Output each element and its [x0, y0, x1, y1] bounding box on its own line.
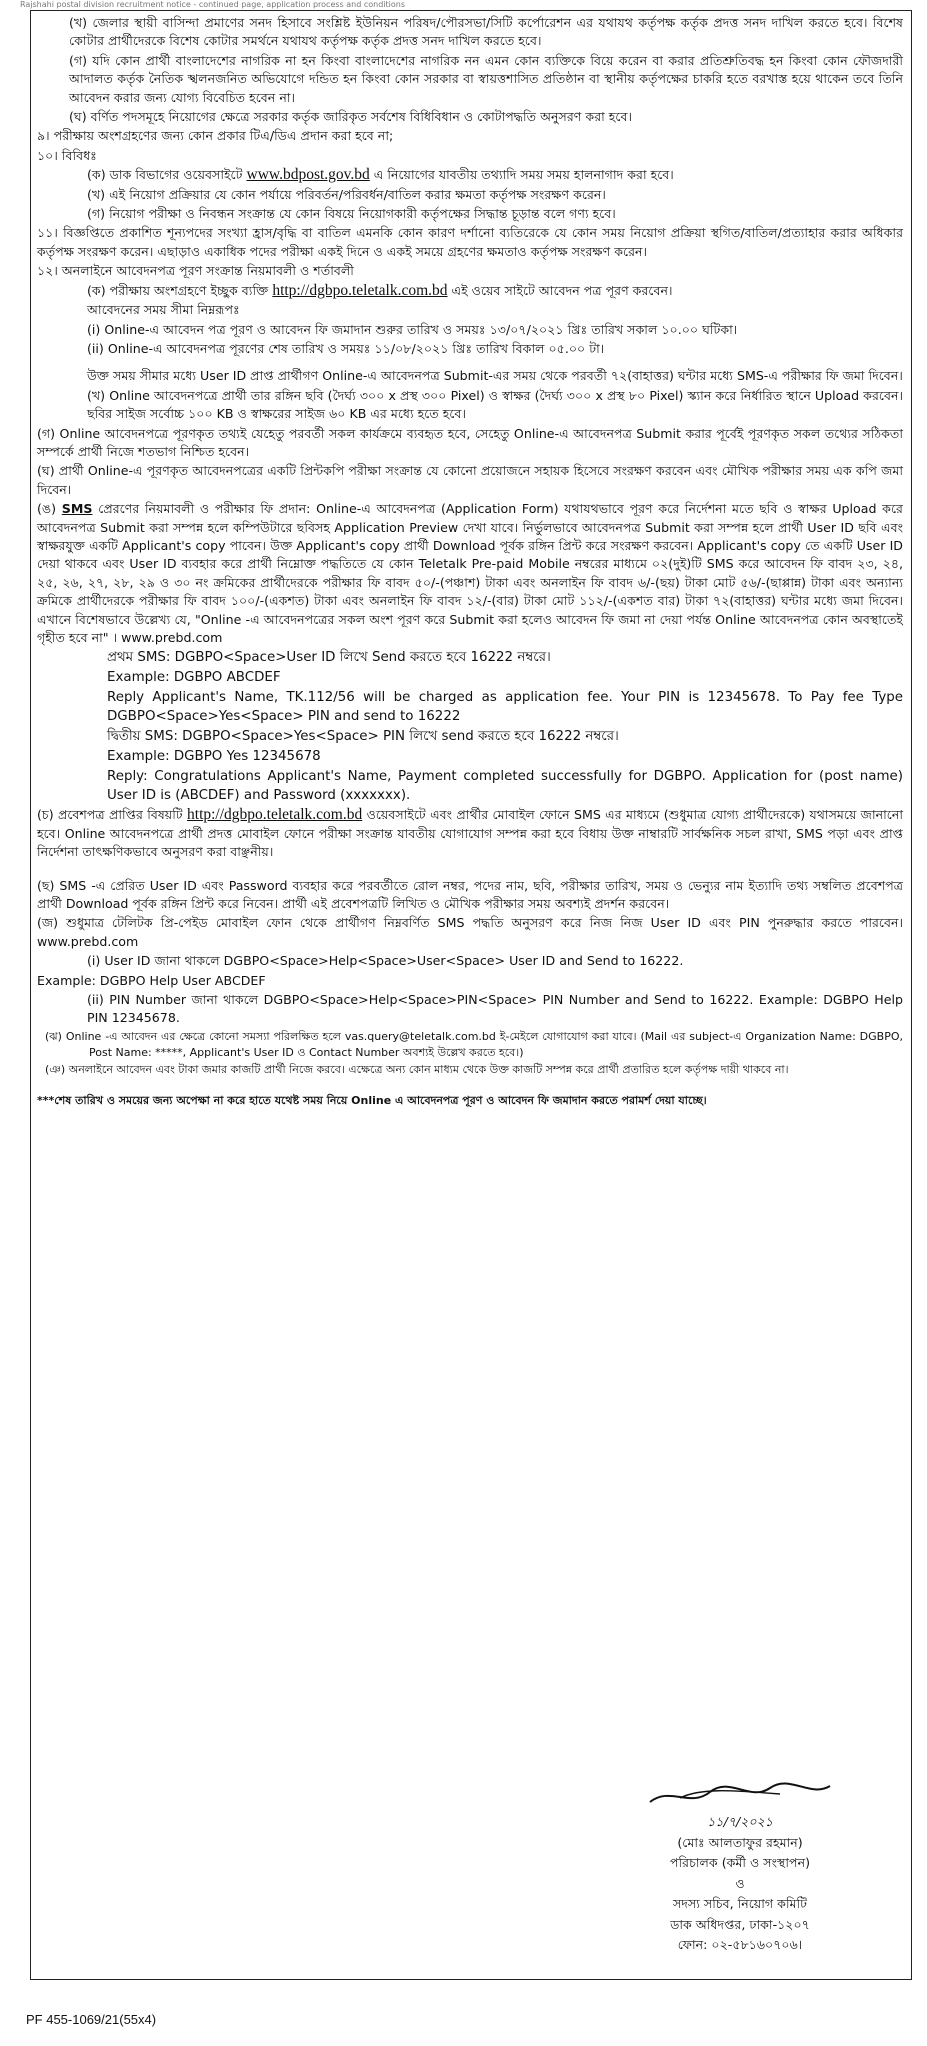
sms-second-reply: Reply: Congratulations Applicant's Name, Payment completed successfully for DGBPO. Application for (post name) User ID is (ABCDEF) and Password (xxxxxxx). [107, 769, 903, 804]
para-nine: ৯। পরীক্ষায় অংশগ্রহণের জন্য কোন প্রকার টিএ/ডিএ প্রদান করা হবে না; [37, 128, 394, 144]
para-twelve-ga: (গ) Online আবেদনপত্রে পূরণকৃত তথ্যই যেহেতু পরবর্তী সকল কার্যক্রমে ব্যবহৃত হবে, সেহেতু Online-এ আবেদনপত্র Submit করার পূর্বেই পূরণকৃত সকল তথ্যের সঠিকতা সম্পর্কে প্রার্থী নিজে শতভাগ নিশ্চিত হবেন। [37, 425, 903, 459]
recover-user-id-example: Example: DGBPO Help User ABCDEF [37, 972, 266, 988]
signer-designation: পরিচালক (কর্মী ও সংস্থাপন) [669, 1855, 811, 1870]
signer-office: ডাক অধিদপ্তর, ঢাকা-১২০৭ [670, 1916, 810, 1932]
para-twelve-title: ১২। অনলাইনে আবেদনপত্র পূরণ সংক্রান্ত নিয়মাবলী ও শর্তাবলী [37, 263, 354, 279]
recover-pin: (ii) PIN Number জানা থাকলে DGBPO<Space>Help<Space>PIN<Space> PIN Number and Send to 16222. Example: DGBPO Help PIN 12345678. [87, 992, 903, 1026]
para-ten-kha: (খ) এই নিয়োগ প্রক্রিয়ার যে কোন পর্যায়ে পরিবর্তন/পরিবর্ধন/বাতিল করার ক্ষমতা কর্তৃপক্ষ সংরক্ষণ করেন। [87, 186, 606, 202]
signer-name: (মোঃ আলতাফুর রহমান) [677, 1834, 803, 1850]
para-twelve-kha: (খ) Online আবেদনপত্রে প্রার্থী তার রঙ্গিন ছবি (দৈর্ঘ্য ৩০০ x প্রস্থ ৩০০ Pixel) ও স্বাক্ষর (দৈর্ঘ্য ৩০০ x প্রস্থ ৮০ Pixel) স্ক্যান করে নির্ধারিত স্থানে Upload করবেন। ছবির সাইজ সর্বোচ্চ ১০০ KB ও স্বাক্ষরের সাইজ ৬০ KB এর মধ্যে হতে হবে। [87, 387, 903, 422]
para-twelve-nya: (ঞ) অনলাইনে আবেদন এবং টাকা জমার কাজটি প্রার্থী নিজে করবে। এক্ষেত্রে অন্য কোন মাধ্যম থেকে উক্ত কাজটি সম্পন্ন করে প্রার্থী প্রতারিত হলে কর্তৃপক্ষ দায়ী থাকবে না। [45, 1062, 789, 1076]
final-note: ***শেষ তারিখ ও সময়ের জন্য অপেক্ষা না করে হাতে যথেষ্ট সময় নিয়ে Online এ আবেদনপত্র পূরণ ও আবেদন ফি জমাদান করতে পরামর্শ দেয়া যাচ্ছে। [37, 1093, 707, 1107]
sms-first-example: Example: DGBPO ABCDEF [107, 670, 281, 686]
para-time-ii: (ii) Online-এ আবেদনপত্র পূরণের শেষ তারিখ ও সময়ঃ ১১/০৮/২০২১ খ্রিঃ তারিখ বিকাল ০৫.০০ টা। [87, 340, 605, 356]
sms-second-example: Example: DGBPO Yes 12345678 [107, 749, 321, 765]
signer-designation-2: সদস্য সচিব, নিয়োগ কমিটি [672, 1896, 808, 1911]
sms-second: দ্বিতীয় SMS: DGBPO<Space>Yes<Space> PIN লিখে send করতে হবে 16222 নম্বরে। [107, 729, 619, 745]
pf-code: PF 455-1069/21(55x4) [26, 2012, 157, 2027]
para-twelve-ja: (জ) শুধুমাত্র টেলিটক প্রি-পেইড মোবাইল ফোন থেকে প্রার্থীগণ নিম্নবর্ণিত SMS পদ্ধতি অনুসরণ করে নিজ নিজ User ID এবং PIN পুনরুদ্ধার করতে পারবেন। www.prebd.com [37, 915, 903, 949]
signer-conj: ও [735, 1875, 745, 1891]
para-ten-ga: (গ) নিয়োগ পরীক্ষা ও নিবন্ধন সংক্রান্ত যে কোন বিষয়ে নিয়োগকারী কর্তৃপক্ষের সিদ্ধান্ত চূড়ান্ত বলে গণ্য হবে। [87, 206, 616, 222]
para-twelve-ka: (ক) পরীক্ষায় অংশগ্রহণে ইচ্ছুক ব্যক্তি http://dgbpo.teletalk.com.bd এই ওয়েব সাইটে আবেদন পত্র পূরণ করবেন। [87, 281, 673, 299]
para-twelve-chha: (ছ) SMS -এ প্রেরিত User ID এবং Password ব্যবহার করে পরবর্তীতে রোল নম্বর, পদের নাম, ছবি, পরীক্ষার তারিখ, সময় ও ভেন্যুর নাম ইত্যাদি তথ্য সম্বলিত প্রবেশপত্র প্রার্থী Download পূর্বক রঙ্গিন প্রিন্ট করে নিবেন। প্রার্থী এই প্রবেশপত্রটি লিখিত ও মৌখিক পরীক্ষার সময় অবশ্যই প্রদর্শন করবেন। [37, 877, 903, 912]
para-gha-rules: (ঘ) বর্ণিত পদসমূহে নিয়োগের ক্ষেত্রে সরকার কর্তৃক জারিকৃত সর্বশেষ বিধিবিধান ও কোটাপদ্ধতি অনুসরণ করা হবে। [69, 109, 632, 125]
para-eleven: ১১। বিজ্ঞপ্তিতে প্রকাশিত শূন্যপদের সংখ্যা হ্রাস/বৃদ্ধি বা বাতিল এমনকি কোন কারণ দর্শানো ব্যতিরেকে যে কোন সময় নিয়োগ প্রক্রিয়া স্থগিত/বাতিল/প্রত্যাহার করার অধিকার কর্তৃপক্ষ সংরক্ষণ করেন। এছাড়াও একাধিক পদের পরীক্ষা একই দিনে ও একই সময়ে গ্রহণের ক্ষমতাও কর্তৃপক্ষ সংরক্ষণ করেন। [37, 225, 903, 259]
recover-user-id: (i) User ID জানা থাকলে DGBPO<Space>Help<Space>User<Space> User ID and Send to 16222. [87, 953, 684, 969]
para-time-i: (i) Online-এ আবেদন পত্র পূরণ ও আবেদন ফি জমাদান শুরুর তারিখ ও সময়ঃ ১৩/০৭/২০২১ খ্রিঃ তারিখ সকাল ১০.০০ ঘটিকা। [87, 321, 738, 337]
para-twelve-jha: (ঝ) Online -এ আবেদন এর ক্ষেত্রে কোনো সমস্যা পরিলক্ষিত হলে vas.query@teletalk.com.bd ই-মেইলে যোগাযোগ করা যাবে। (Mail এর subject-এ Organization Name: DGBPO, Post Name: *****, Applicant's User ID ও Contact Number অবশ্যই উল্লেখ করতে হবে।) [45, 1029, 904, 1059]
para-ten-title: ১০। বিবিধঃ [37, 147, 97, 163]
sms-heading: SMS [61, 501, 93, 517]
admit-card-link[interactable]: http://dgbpo.teletalk.com.bd [187, 806, 363, 824]
para-fee-deadline: উক্ত সময় সীমার মধ্যে User ID প্রাপ্ত প্রার্থীগণ Online-এ আবেদনপত্র Submit-এর সময় থেকে পরবর্তী ৭২(বাহাত্তর) ঘন্টার মধ্যে SMS-এ পরীক্ষার ফি জমা দিবেন। [87, 368, 903, 384]
signature-block [600, 1778, 880, 1956]
cropped-header-text: Rajshahi postal division recruitment notice - continued page, application process and conditions [20, 0, 405, 9]
para-twelve-cha: (চ) প্রবেশপত্র প্রাপ্তির বিষয়টি http://dgbpo.teletalk.com.bd ওয়েবসাইটে এবং প্রার্থীর মোবাইল ফোনে SMS এর মাধ্যমে (শুধুমাত্র যোগ্য প্রার্থীদেরকে) যথাসময়ে জানানো হবে। Online আবেদনপত্রে প্রার্থী প্রদত্ত মোবাইল ফোনে পরীক্ষা সংক্রান্ত যাবতীয় যোগাযোগ সম্পন্ন করা হবে বিধায় উক্ত নাম্বারটি সার্বক্ষনিক সচল রাখা, SMS পড়া এবং প্রাপ্ত নির্দেশনা তাৎক্ষণিকভাবে অনুসরণ করা বাঞ্ছনীয়। [37, 806, 904, 860]
para-ga-foreign: (গ) যদি কোন প্রার্থী বাংলাদেশের নাগরিক না হন কিংবা বাংলাদেশের নাগরিক নন এমন কোন ব্যক্তিকে বিয়ে করেন বা করার প্রতিশ্রুতিবদ্ধ হন কিংবা কোন ফৌজদারী আদালত কর্তৃক নৈতিক স্খলনজনিত অভিযোগে দন্ডিত হন কিংবা কোন সরকার বা স্বায়ত্তশাসিত প্রতিষ্ঠান বা স্থানীয় কর্তৃপক্ষের চাকরি হতে বরখাস্ত হয়ে থাকেন তবে তিনি আবেদন করার জন্য যোগ্য বিবেচিত হবেন না। [69, 52, 903, 105]
signer-phone: ফোন: ০২-৫৮১৬০৭০৬। [677, 1937, 803, 1952]
signature-date: ১১/৭/২০২১ [707, 1814, 773, 1829]
para-twelve-umo: (ঙ) SMS প্রেরণের নিয়মাবলী ও পরীক্ষার ফি প্রদান: Online-এ আবেদনপত্র (Application Form) যথাযথভাবে পূরণ করে নির্দেশনা মতে ছবি ও স্বাক্ষর Upload করে আবেদনপত্র Submit করা সম্পন্ন হলে কম্পিউটারে ছবিসহ Application Preview দেখা যাবে। নির্ভুলভাবে আবেদনপত্র Submit করা সম্পন্ন হলে প্রার্থী User ID ছবি এবং স্বাক্ষরযুক্ত একটি Applicant's copy পাবেন। উক্ত Applicant's copy প্রার্থী Download পূর্বক রঙ্গিন প্রিন্ট করে সংরক্ষণ করবেন। Applicant's copy তে একটি User ID দেয়া থাকবে এবং User ID ব্যবহার করে প্রার্থী নিম্নোক্ত পদ্ধতিতে যে কোন Teletalk Pre-paid Mobile নম্বরের মাধ্যমে ০২(দুই)টি SMS করে আবেদন ফি বাবদ ২৩, ২৪, ২৫, ২৬, ২৭, ২৮, ২৯ ও ৩০ নং ক্রমিকের প্রার্থীদেরকে পরীক্ষার ফি বাবদ ৫০/-(পঞ্চাশ) টাকা এবং অনলাইন ফি বাবদ ৬/-(ছয়) টাকা মোট ৫৬/-(ছাপ্পান্ন) টাকা এবং অন্যান্য ক্রমিকে প্রার্থীদেরকে পরীক্ষার ফি বাবদ ১০০/-(একশত) টাকা এবং অনলাইন ফি বাবদ ১২/-(বার) টাকা মোট ১১২/-(একশত বার) টাকা ৭২(বাহাত্তর) ঘন্টার মধ্যে জমা দিবেন। এখানে বিশেষভাবে উল্লেখ্য যে, "Online -এ আবেদনপত্রের সকল অংশ পূরণ করে Submit করা হলেও আবেদন ফি জমা না দেয়া পর্যন্ত Online আবেদনপত্র কোন অবস্থাতেই গৃহীত হবে না" । www.prebd.com [37, 501, 903, 645]
sms-first-reply: Reply Applicant's Name, TK.112/56 will be charged as application fee. Your PIN is 12345678. To Pay fee Type DGBPO<Space>Yes<Space> PIN and send to 16222 [107, 690, 903, 725]
para-twelve-gha: (ঘ) প্রার্থী Online-এ পূরণকৃত আবেদনপত্রের একটি প্রিন্টকপি পরীক্ষা সংক্রান্ত যে কোনো প্রয়োজনে সহায়ক হিসেবে সংরক্ষণ করবেন এবং মৌখিক পরীক্ষার সময় এক কপি জমা দিবেন। [37, 463, 903, 497]
para-time-title: আবেদনের সময় সীমা নিম্নরূপঃ [87, 302, 240, 318]
notice-body [37, 14, 903, 1110]
teletalk-link[interactable]: http://dgbpo.teletalk.com.bd [272, 281, 448, 299]
bdpost-link[interactable]: www.bdpost.gov.bd [246, 166, 370, 184]
sms-first: প্রথম SMS: DGBPO<Space>User ID লিখে Send করতে হবে 16222 নম্বরে। [107, 650, 551, 666]
handwritten-signature [640, 1778, 840, 1812]
para-ten-ka: (ক) ডাক বিভাগের ওয়েবসাইটে www.bdpost.gov.bd এ নিয়োগের যাবতীয় তথ্যাদি সময় সময় হালনাগাদ করা হবে। [87, 166, 674, 184]
para-kha-certificate: (খ) জেলার স্থায়ী বাসিন্দা প্রমাণের সনদ হিসাবে সংশ্লিষ্ট ইউনিয়ন পরিষদ/পৌরসভা/সিটি কর্পোরেশন এর যথাযথ কর্তৃপক্ষ কর্তৃক প্রদত্ত সনদ দাখিল করতে হবে। বিশেষ কোটার প্রার্থীদেরকে বিশেষ কোটার সমর্থনে যথাযথ কর্তৃপক্ষ কর্তৃক প্রদত্ত সনদ দাখিল করতে হবে। [69, 15, 903, 49]
